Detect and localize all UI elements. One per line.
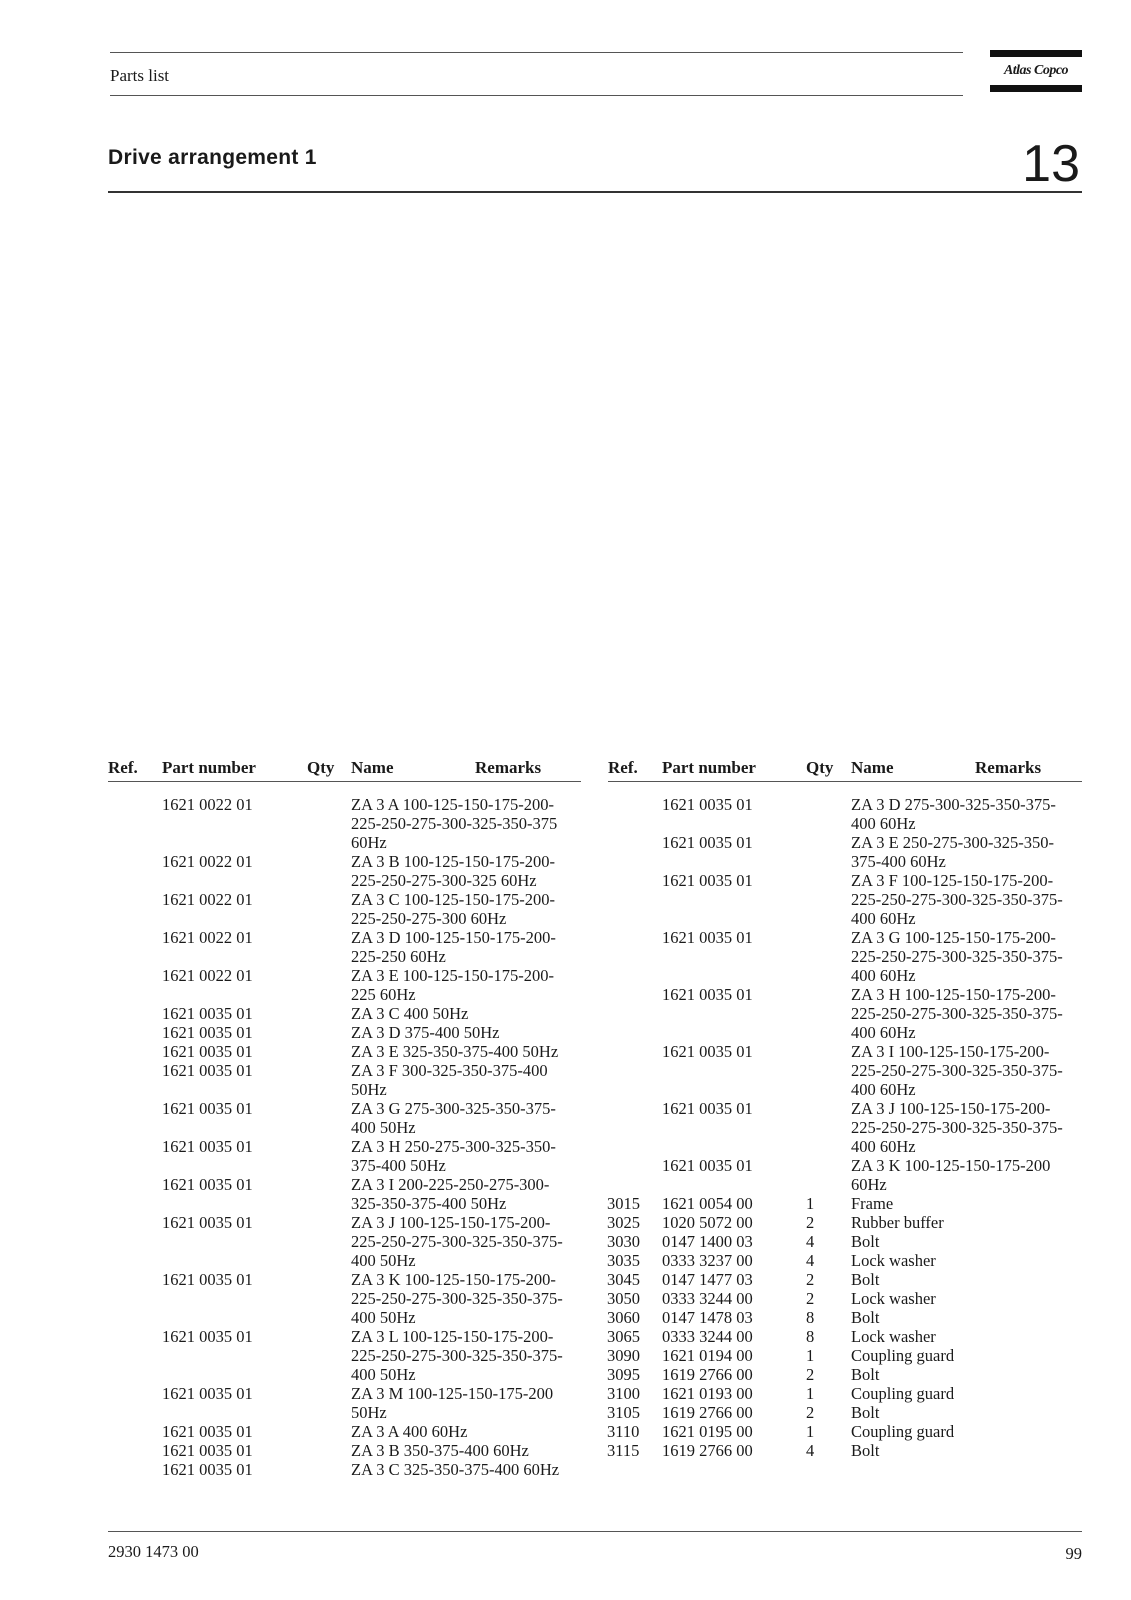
header-ref: Ref. <box>608 758 638 777</box>
right-header-rule <box>608 781 1082 782</box>
part-number-cell: 1621 0022 01 <box>162 852 253 871</box>
part-number-cell: 1621 0035 01 <box>662 985 753 1004</box>
name-line: 50Hz <box>351 1403 387 1422</box>
table-row <box>0 1327 1131 1346</box>
part-number-cell: 1619 2766 00 <box>662 1403 753 1422</box>
ref-cell: 3090 <box>607 1346 640 1365</box>
name-line: 225-250-275-300-325-350-375- <box>851 1061 1063 1080</box>
name-line: Coupling guard <box>851 1422 955 1441</box>
part-number-cell: 0333 3237 00 <box>662 1251 753 1270</box>
table-row <box>0 1460 1131 1479</box>
qty-cell: 1 <box>806 1346 815 1365</box>
name-line: 375-400 50Hz <box>351 1156 446 1175</box>
name-line: Frame <box>851 1194 894 1213</box>
header-name: Name <box>351 758 394 777</box>
name-line: 225-250-275-300 60Hz <box>351 909 507 928</box>
table-row <box>0 1365 1131 1384</box>
name-cell <box>851 871 1063 928</box>
name-line: ZA 3 E 325-350-375-400 50Hz <box>351 1042 559 1061</box>
table-row <box>0 833 1131 871</box>
part-number-cell: 1621 0035 01 <box>662 1042 753 1061</box>
part-number-cell: 1621 0022 01 <box>162 890 253 909</box>
table-row <box>0 871 1131 928</box>
name-line: 400 60Hz <box>851 966 916 985</box>
table-row <box>0 795 1131 833</box>
part-number-cell: 1621 0035 01 <box>162 1422 253 1441</box>
name-cell <box>351 1460 559 1479</box>
name-line: 225-250-275-300-325-350-375- <box>851 890 1063 909</box>
ref-cell: 3050 <box>607 1289 640 1308</box>
ref-cell: 3065 <box>607 1327 640 1346</box>
header-remarks: Remarks <box>475 758 542 777</box>
name-cell <box>851 1251 936 1270</box>
ref-cell: 3045 <box>607 1270 640 1289</box>
part-number-cell: 1621 0194 00 <box>662 1346 753 1365</box>
table-row <box>0 1403 1131 1422</box>
page-title: Drive arrangement 1 <box>108 146 317 169</box>
part-number-cell: 1621 0035 01 <box>162 1042 253 1061</box>
name-line: 225 60Hz <box>351 985 416 1004</box>
name-line: ZA 3 L 100-125-150-175-200- <box>351 1327 554 1346</box>
header-remarks: Remarks <box>975 758 1042 777</box>
name-cell <box>851 1289 936 1308</box>
header-qty: Qty <box>806 758 834 777</box>
name-line: Rubber buffer <box>851 1213 944 1232</box>
qty-cell: 2 <box>806 1270 815 1289</box>
name-cell <box>851 1346 954 1365</box>
name-cell <box>851 1365 879 1384</box>
ref-cell: 3015 <box>607 1194 640 1213</box>
name-line: ZA 3 D 275-300-325-350-375- <box>851 795 1056 814</box>
qty-cell: 2 <box>806 1365 815 1384</box>
table-row <box>0 985 1131 1042</box>
table-row <box>0 1289 1131 1308</box>
qty-cell: 4 <box>806 1441 815 1460</box>
name-line: ZA 3 C 100-125-150-175-200- <box>351 890 555 909</box>
name-line: Bolt <box>851 1308 880 1327</box>
name-line: 225-250 60Hz <box>351 947 446 966</box>
name-cell <box>851 1327 936 1346</box>
table-row <box>0 1308 1131 1327</box>
name-line: ZA 3 I 100-125-150-175-200- <box>851 1042 1050 1061</box>
name-line: 400 50Hz <box>351 1251 416 1270</box>
name-line: Coupling guard <box>851 1346 955 1365</box>
table-row <box>0 1441 1131 1460</box>
name-line: ZA 3 D 100-125-150-175-200- <box>351 928 556 947</box>
table-row <box>0 1346 1131 1365</box>
name-line: ZA 3 D 375-400 50Hz <box>351 1023 500 1042</box>
part-number-cell: 1621 0035 01 <box>662 928 753 947</box>
header-ref: Ref. <box>108 758 138 777</box>
table-row <box>0 1156 1131 1194</box>
part-number-cell: 1621 0035 01 <box>662 871 753 890</box>
name-cell <box>851 1156 1050 1194</box>
footer-rule <box>108 1531 1082 1532</box>
ref-cell: 3025 <box>607 1213 640 1232</box>
ref-cell: 3100 <box>607 1384 640 1403</box>
table-row <box>0 1194 1131 1213</box>
header-part-number: Part number <box>662 758 756 777</box>
name-cell <box>851 1213 944 1232</box>
name-line: Lock washer <box>851 1251 936 1270</box>
name-cell <box>851 1441 879 1460</box>
name-line: 225-250-275-300-325-350-375- <box>851 947 1063 966</box>
name-cell <box>851 1384 954 1403</box>
name-cell <box>851 1099 1063 1156</box>
qty-cell: 2 <box>806 1213 815 1232</box>
part-number-cell: 0333 3244 00 <box>662 1289 753 1308</box>
drawing-area <box>108 200 1082 740</box>
part-number-cell: 1020 5072 00 <box>662 1213 753 1232</box>
ref-cell: 3115 <box>607 1441 640 1460</box>
part-number-cell: 1621 0022 01 <box>162 928 253 947</box>
name-line: 400 50Hz <box>351 1308 416 1327</box>
part-number-cell: 1621 0022 01 <box>162 966 253 985</box>
name-line: ZA 3 E 250-275-300-325-350- <box>851 833 1055 852</box>
part-number-cell: 0333 3244 00 <box>662 1327 753 1346</box>
atlas-copco-logo <box>990 50 1082 92</box>
name-line: 225-250-275-300-325-350-375- <box>351 1289 563 1308</box>
name-line: 400 60Hz <box>851 814 916 833</box>
part-number-cell: 1621 0022 01 <box>162 795 253 814</box>
name-line: Lock washer <box>851 1289 936 1308</box>
table-row <box>0 1384 1131 1403</box>
name-line: Lock washer <box>851 1327 936 1346</box>
name-line: 400 50Hz <box>351 1365 416 1384</box>
title-rule <box>108 191 1082 193</box>
name-line: 60Hz <box>851 1175 887 1194</box>
name-cell <box>851 1422 954 1441</box>
ref-cell: 3030 <box>607 1232 640 1251</box>
name-line: 400 60Hz <box>851 1023 916 1042</box>
name-line: ZA 3 M 100-125-150-175-200 <box>351 1384 554 1403</box>
name-cell <box>851 795 1056 833</box>
name-cell <box>851 1042 1063 1099</box>
name-line: Bolt <box>851 1232 880 1251</box>
name-cell <box>851 1270 879 1289</box>
ref-cell: 3095 <box>607 1365 640 1384</box>
qty-cell: 1 <box>806 1422 815 1441</box>
part-number-cell: 1621 0193 00 <box>662 1384 753 1403</box>
ref-cell: 3060 <box>607 1308 640 1327</box>
part-number-cell: 1621 0035 01 <box>662 795 753 814</box>
qty-cell: 4 <box>806 1232 815 1251</box>
name-line: 400 50Hz <box>351 1118 416 1137</box>
part-number-cell: 1621 0035 01 <box>162 1327 253 1346</box>
document-number: 2930 1473 00 <box>108 1542 199 1561</box>
part-number-cell: 1621 0054 00 <box>662 1194 753 1213</box>
name-line: 400 60Hz <box>851 1137 916 1156</box>
name-line: 60Hz <box>351 833 387 852</box>
header-qty: Qty <box>307 758 335 777</box>
header-part-number: Part number <box>162 758 256 777</box>
ref-cell: 3035 <box>607 1251 640 1270</box>
part-number-cell: 1621 0035 01 <box>162 1213 253 1232</box>
name-line: ZA 3 C 400 50Hz <box>351 1004 469 1023</box>
name-line: ZA 3 B 350-375-400 60Hz <box>351 1441 529 1460</box>
name-cell <box>851 1308 879 1327</box>
header-bottom-rule <box>110 95 963 96</box>
qty-cell: 4 <box>806 1251 815 1270</box>
table-row <box>0 1042 1131 1099</box>
qty-cell: 2 <box>806 1289 815 1308</box>
ref-cell: 3110 <box>607 1422 640 1441</box>
part-number-cell: 1621 0195 00 <box>662 1422 753 1441</box>
name-line: ZA 3 G 275-300-325-350-375- <box>351 1099 556 1118</box>
qty-cell: 1 <box>806 1194 815 1213</box>
qty-cell: 2 <box>806 1403 815 1422</box>
part-number-cell: 1621 0035 01 <box>662 1156 753 1175</box>
part-number-cell: 0147 1478 03 <box>662 1308 753 1327</box>
name-line: 225-250-275-300-325-350-375- <box>851 1004 1063 1023</box>
part-number-cell: 1621 0035 01 <box>162 1061 253 1080</box>
qty-cell: 1 <box>806 1384 815 1403</box>
left-header-rule <box>108 781 581 782</box>
chapter-number: 13 <box>1022 135 1080 193</box>
name-cell <box>851 833 1054 871</box>
part-number-cell: 1621 0035 01 <box>162 1099 253 1118</box>
part-number-cell: 1621 0035 01 <box>162 1023 253 1042</box>
table-row <box>0 928 1131 985</box>
name-line: 50Hz <box>351 1080 387 1099</box>
header-name: Name <box>851 758 894 777</box>
part-number-cell: 1621 0035 01 <box>662 833 753 852</box>
part-number-cell: 1619 2766 00 <box>662 1365 753 1384</box>
ref-cell: 3105 <box>607 1403 640 1422</box>
part-number-cell: 1621 0035 01 <box>162 1175 253 1194</box>
table-row <box>0 1232 1131 1251</box>
name-line: ZA 3 I 200-225-250-275-300- <box>351 1175 550 1194</box>
name-line: Bolt <box>851 1403 880 1422</box>
name-line: 225-250-275-300-325-350-375- <box>351 1232 563 1251</box>
part-number-cell: 1621 0035 01 <box>162 1441 253 1460</box>
part-number-cell: 1621 0035 01 <box>162 1137 253 1156</box>
name-cell <box>851 985 1063 1042</box>
table-row <box>0 1213 1131 1232</box>
name-line: Bolt <box>851 1270 880 1289</box>
name-line: ZA 3 K 100-125-150-175-200- <box>351 1270 556 1289</box>
name-line: ZA 3 J 100-125-150-175-200- <box>351 1213 551 1232</box>
part-number-cell: 1619 2766 00 <box>662 1441 753 1460</box>
name-line: ZA 3 A 400 60Hz <box>351 1422 468 1441</box>
qty-cell: 8 <box>806 1327 815 1346</box>
name-line: 225-250-275-300-325 60Hz <box>351 871 537 890</box>
part-number-cell: 1621 0035 01 <box>162 1460 253 1479</box>
part-number-cell: 1621 0035 01 <box>162 1004 253 1023</box>
name-line: ZA 3 C 325-350-375-400 60Hz <box>351 1460 560 1479</box>
name-cell <box>851 1232 879 1251</box>
part-number-cell: 1621 0035 01 <box>162 1384 253 1403</box>
name-cell <box>851 928 1063 985</box>
name-line: ZA 3 B 100-125-150-175-200- <box>351 852 555 871</box>
name-line: ZA 3 F 100-125-150-175-200- <box>851 871 1054 890</box>
name-line: ZA 3 K 100-125-150-175-200 <box>851 1156 1051 1175</box>
name-line: ZA 3 J 100-125-150-175-200- <box>851 1099 1051 1118</box>
name-line: 325-350-375-400 50Hz <box>351 1194 507 1213</box>
name-line: ZA 3 H 250-275-300-325-350- <box>351 1137 556 1156</box>
name-line: Bolt <box>851 1441 880 1460</box>
table-row <box>0 1251 1131 1270</box>
name-line: 400 60Hz <box>851 909 916 928</box>
name-line: Coupling guard <box>851 1384 955 1403</box>
part-number-cell: 1621 0035 01 <box>162 1270 253 1289</box>
name-line: ZA 3 G 100-125-150-175-200- <box>851 928 1056 947</box>
part-number-cell: 0147 1477 03 <box>662 1270 753 1289</box>
name-cell <box>851 1194 893 1213</box>
name-line: ZA 3 E 100-125-150-175-200- <box>351 966 555 985</box>
name-line: Bolt <box>851 1365 880 1384</box>
name-line: ZA 3 F 300-325-350-375-400 <box>351 1061 548 1080</box>
qty-cell: 8 <box>806 1308 815 1327</box>
table-row <box>0 1099 1131 1156</box>
table-row <box>0 1422 1131 1441</box>
name-cell <box>851 1403 879 1422</box>
name-line: 225-250-275-300-325-350-375 <box>351 814 558 833</box>
section-label: Parts list <box>110 66 170 85</box>
header-top-rule <box>110 52 963 53</box>
name-line: ZA 3 H 100-125-150-175-200- <box>851 985 1056 1004</box>
name-line: 375-400 60Hz <box>851 852 946 871</box>
part-number-cell: 1621 0035 01 <box>662 1099 753 1118</box>
part-number-cell: 0147 1400 03 <box>662 1232 753 1251</box>
name-line: 225-250-275-300-325-350-375- <box>851 1118 1063 1137</box>
name-line: ZA 3 A 100-125-150-175-200- <box>351 795 555 814</box>
table-row <box>0 1270 1131 1289</box>
name-line: 400 60Hz <box>851 1080 916 1099</box>
brand-wordmark: Atlas Copco <box>1003 63 1069 78</box>
page-number: 99 <box>1065 1544 1082 1563</box>
name-line: 225-250-275-300-325-350-375- <box>351 1346 563 1365</box>
